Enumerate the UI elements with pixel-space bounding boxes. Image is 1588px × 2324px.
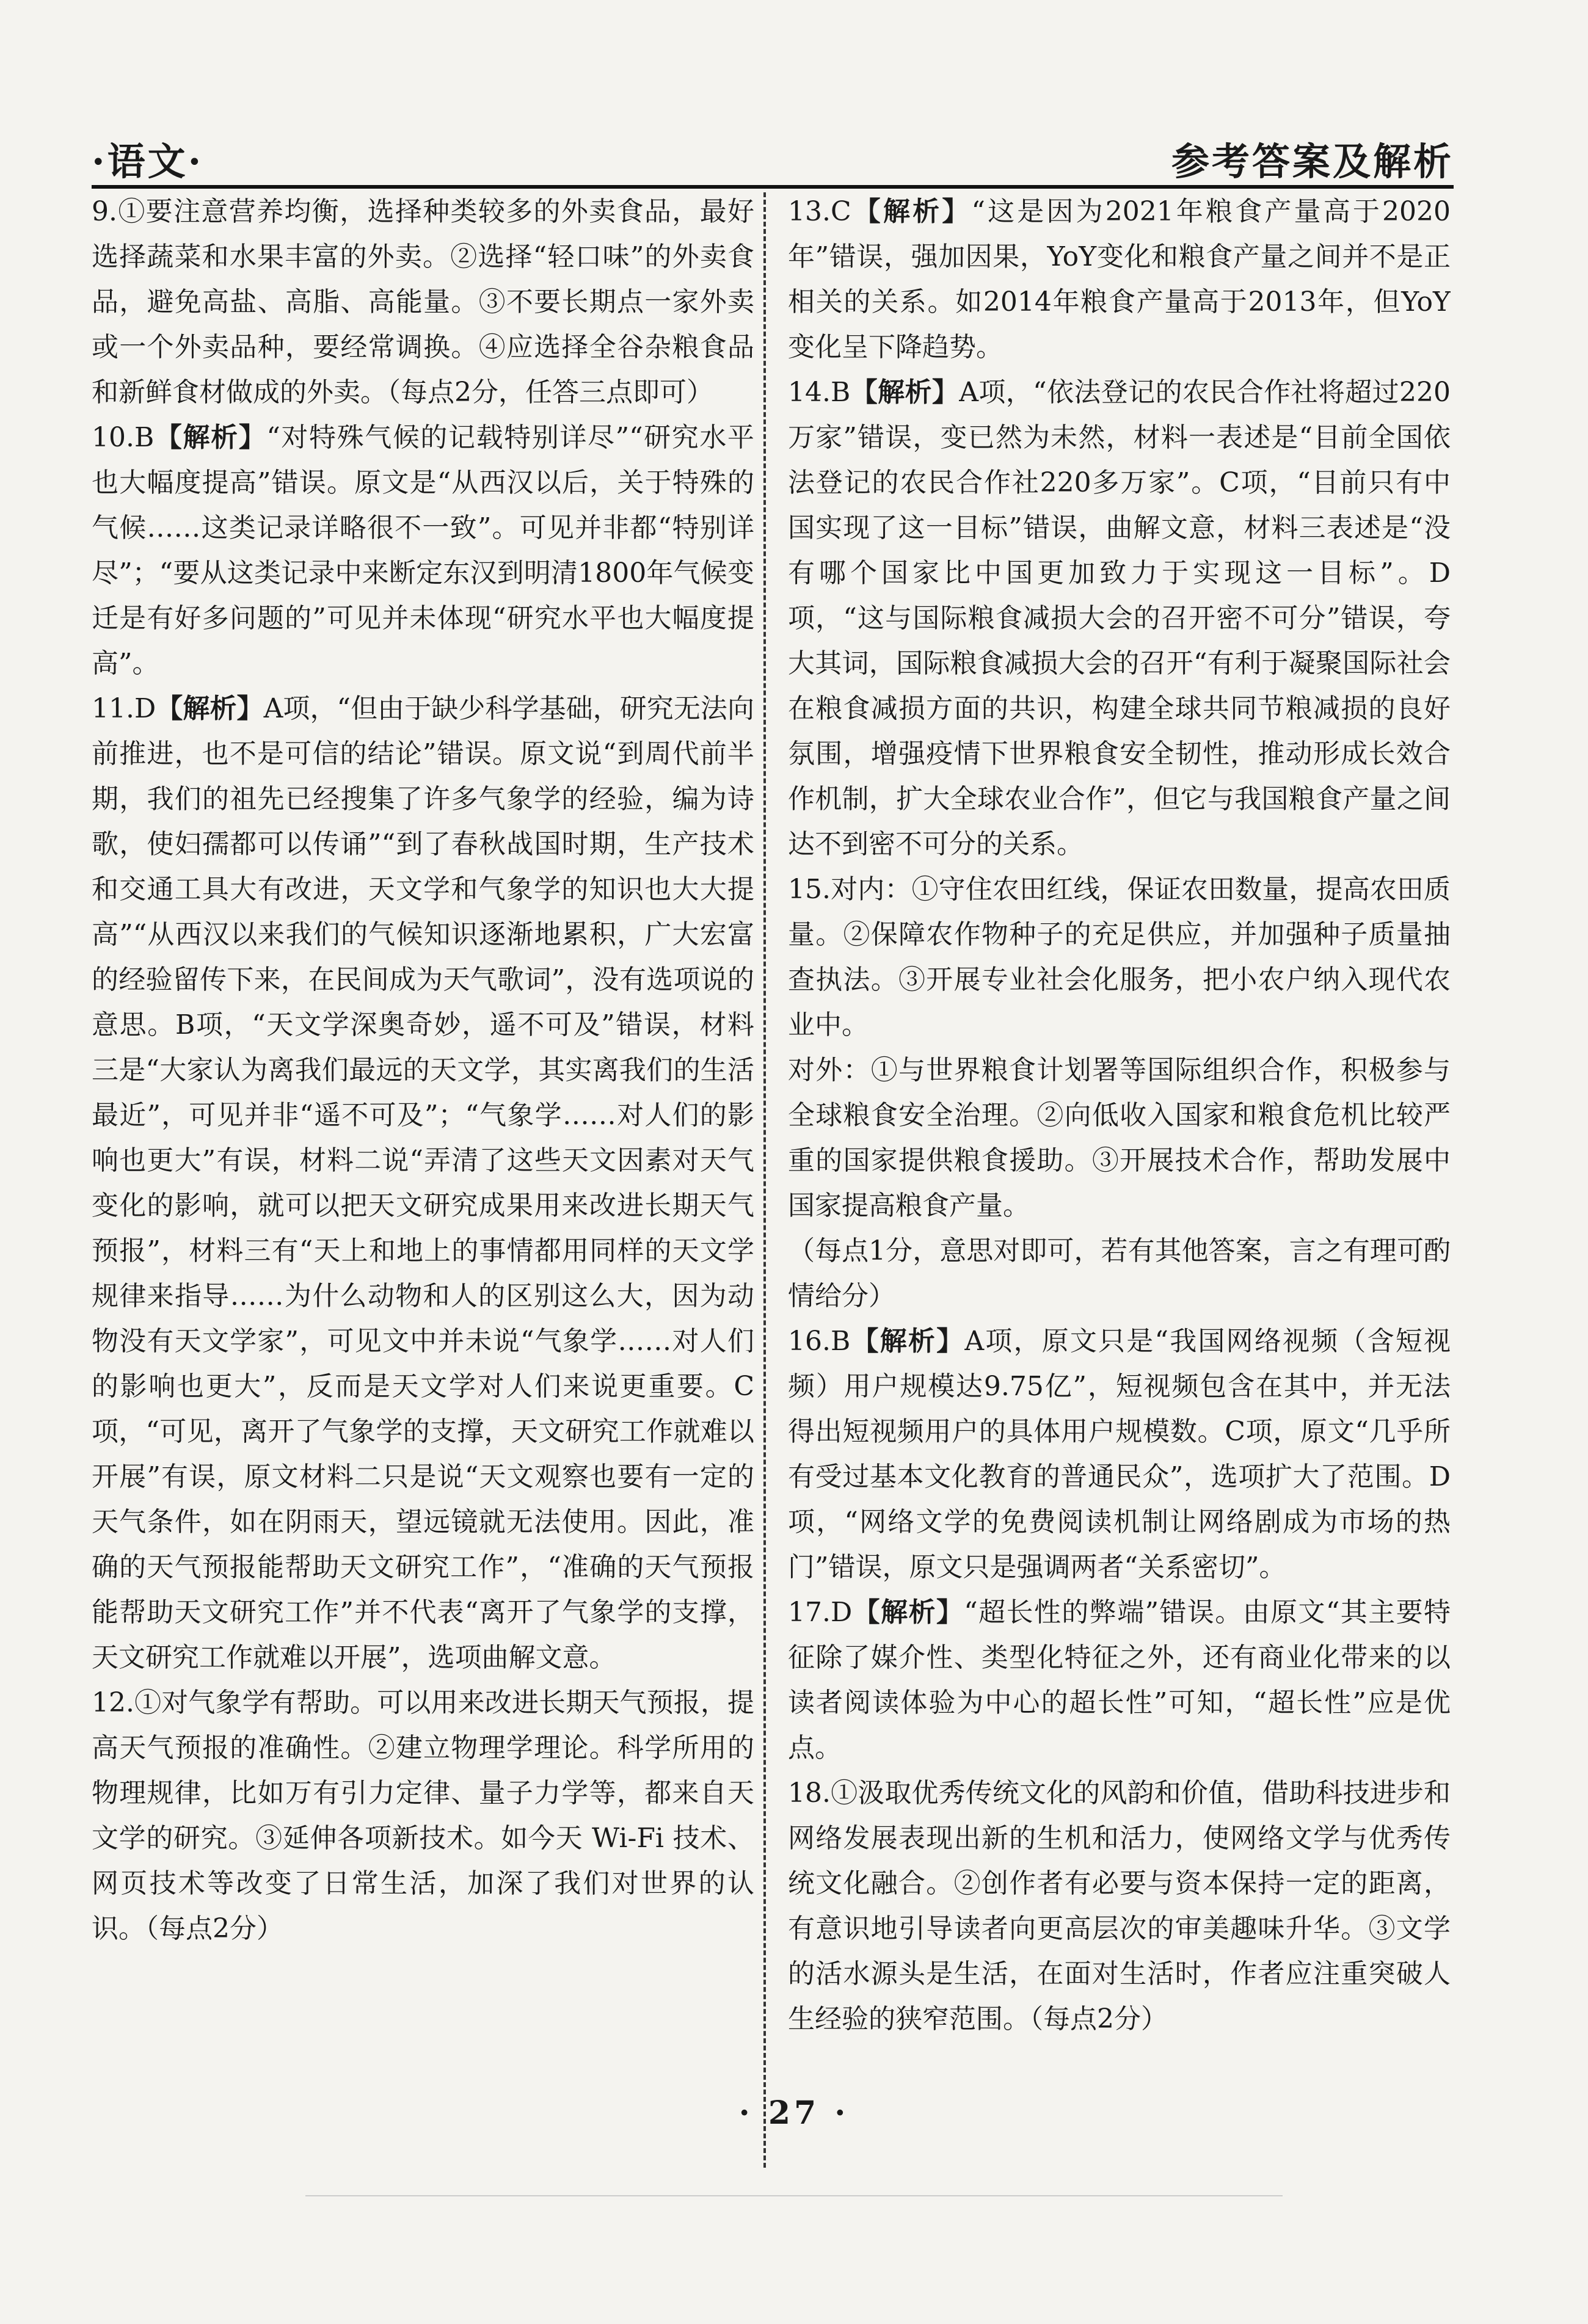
answer-text: “超长性的弊端”错误。由原文“其主要特征除了媒介性、类型化特征之外，还有商业化带来的以读者阅读体验为中心的超长性”可知，“超长性”应是优点。 (788, 1597, 1451, 1763)
answer-number: 13.C (788, 196, 851, 227)
answer-item-15-external (788, 1048, 1451, 1229)
answer-number: 17.D (788, 1597, 853, 1628)
answer-item-13 (788, 189, 1451, 370)
answer-text: A项，“依法登记的农民合作社将超过220万家”错误，变已然为未然，材料一表述是“目前全国依法登记的农民合作社220多万家”。C项，“目前只有中国实现了这一目标”错误，曲解文意，材料三表述是“没有哪个国家比中国更加致力于实现这一目标”。D项，“这与国际粮食减损大会的召开密不可分”错误，夸大其词，国际粮食减损大会的召开“有利于凝聚国际社会在粮食减损方面的共识，构建全球共同节粮减损的良好氛围，增强疫情下世界粮食安全韧性，推动形成长效合作机制，扩大全球农业合作”，但它与我国粮食产量之间达不到密不可分的关系。 (788, 377, 1451, 860)
right-column (788, 189, 1451, 2192)
answer-item-17 (788, 1590, 1451, 1771)
answer-text: A项，“但由于缺少科学基础，研究无法向前推进，也不是可信的结论”错误。原文说“到周代前半期，我们的祖先已经搜集了许多气象学的经验，编为诗歌，使妇孺都可以传诵”“到了春秋战国时期，生产技术和交通工具大有改进，天文学和气象学的知识也大大提高”“从西汉以来我们的气候知识逐渐地累积，广大宏富的经验留传下来，在民间成为天气歌词”，没有选项说的意思。B项，“天文学深奥奇妙，遥不可及”错误，材料三是“大家认为离我们最远的天文学，其实离我们的生活最近”，可见并非“遥不可及”；“气象学……对人们的影响也更大”有误，材料二说“弄清了这些天文因素对天气变化的影响，就可以把天文研究成果用来改进长期天气预报”，材料三有“天上和地上的事情都用同样的天文学规律来指导……为什么动物和人的区别这么大，因为动物没有天文学家”，可见文中并未说“气象学……对人们的影响也更大”，反而是天文学对人们来说更重要。C项，“可见，离开了气象学的支撑，天文研究工作就难以开展”有误，原文材料二只是说“天文观察也要有一定的天气条件，如在阴雨天，望远镜就无法使用。因此，准确的天气预报能帮助天文研究工作”，“准确的天气预报能帮助天文研究工作”并不代表“离开了气象学的支撑，天文研究工作就难以开展”，选项曲解文意。 (92, 693, 754, 1673)
answer-item-11 (92, 686, 754, 1680)
page-header (92, 119, 1454, 186)
answer-item-12 (92, 1680, 754, 1952)
answer-number: 18. (788, 1777, 831, 1809)
answer-text: “这是因为2021年粮食产量高于2020年”错误，强加因果，YoY变化和粮食产量之间并不是正相关的关系。如2014年粮食产量高于2013年，但YoY变化呈下降趋势。 (788, 196, 1451, 363)
answer-item-10 (92, 415, 754, 686)
answer-item-15-scoring (788, 1229, 1451, 1319)
answer-item-16 (788, 1319, 1451, 1590)
analysis-tag: 【解析】 (851, 196, 972, 227)
header-rule (92, 185, 1454, 189)
section-title: 参考答案及解析 (1171, 139, 1454, 184)
answer-text: 对外：①与世界粮食计划署等国际组织合作，积极参与全球粮食安全治理。②向低收入国家和粮食危机比较严重的国家提供粮食援助。③开展技术合作，帮助发展中国家提高粮食产量。 (788, 1055, 1451, 1221)
analysis-tag: 【解析】 (852, 1597, 964, 1628)
answer-item-18 (788, 1771, 1451, 2042)
answer-text: ①汲取优秀传统文化的风韵和价值，借助科技进步和网络发展表现出新的生机和活力，使网络文学与优秀传统文化融合。②创作者有必要与资本保持一定的距离，有意识地引导读者向更高层次的审美趣味升华。③文学的活水源头是生活，在面对生活时，作者应注重突破人生经验的狭窄范围。（每点2分） (788, 1777, 1451, 2035)
answer-number: 15. (788, 874, 831, 905)
answer-number: 14.B (788, 377, 851, 408)
answer-number: 11.D (92, 693, 156, 724)
answer-text: A项，原文只是“我国网络视频（含短视频）用户规模达9.75亿”，短视频包含在其中，并无法得出短视频用户的具体用户规模数。C项，原文“几乎所有受过基本文化教育的普通民众”，选项扩大了范围。D项，“网络文学的免费阅读机制让网络剧成为市场的热门”错误，原文只是强调两者“关系密切”。 (788, 1326, 1451, 1583)
answer-text: ①要注意营养均衡，选择种类较多的外卖食品，最好选择蔬菜和水果丰富的外卖。②选择“轻口味”的外卖食品，避免高盐、高脂、高能量。③不要长期点一家外卖或一个外卖品种，要经常调换。④应选择全谷杂粮食品和新鲜食材做成的外卖。（每点2分，任答三点即可） (92, 196, 754, 408)
answer-number: 16.B (788, 1326, 851, 1357)
answer-item-14 (788, 370, 1451, 867)
answer-item-9 (92, 189, 754, 415)
answer-number: 10.B (92, 422, 155, 453)
page-number: · 27 · (738, 2094, 850, 2132)
analysis-tag: 【解析】 (156, 693, 264, 724)
answer-number: 9. (92, 196, 117, 227)
answer-text: 对内：①守住农田红线，保证农田数量，提高农田质量。②保障农作物种子的充足供应，并加强种子质量抽查执法。③开展专业社会化服务，把小农户纳入现代农业中。 (788, 874, 1451, 1040)
analysis-tag: 【解析】 (850, 1326, 965, 1357)
left-column (92, 189, 754, 2192)
analysis-tag: 【解析】 (154, 422, 267, 453)
column-divider (763, 192, 766, 2168)
answer-text: （每点1分，意思对即可，若有其他答案，言之有理可酌情给分） (788, 1235, 1451, 1312)
answer-number: 12. (92, 1687, 134, 1718)
analysis-tag: 【解析】 (850, 377, 960, 408)
answer-item-15 (788, 867, 1451, 1048)
subject-label: ·语文· (92, 139, 204, 184)
bottom-rule (305, 2195, 1283, 2196)
answer-text: “对特殊气候的记载特别详尽”“研究水平也大幅度提高”错误。原文是“从西汉以后，关于特殊的气候……这类记录详略很不一致”。可见并非都“特别详尽”；“要从这类记录中来断定东汉到明清1800年气候变迁是有好多问题的”可见并未体现“研究水平也大幅度提高”。 (92, 422, 754, 679)
answer-text: ①对气象学有帮助。可以用来改进长期天气预报，提高天气预报的准确性。②建立物理学理论。科学所用的物理规律，比如万有引力定律、量子力学等，都来自天文学的研究。③延伸各项新技术。如今天 Wi-Fi 技术、网页技术等改变了日常生活，加深了我们对世界的认识。（每点2分） (92, 1687, 754, 1944)
